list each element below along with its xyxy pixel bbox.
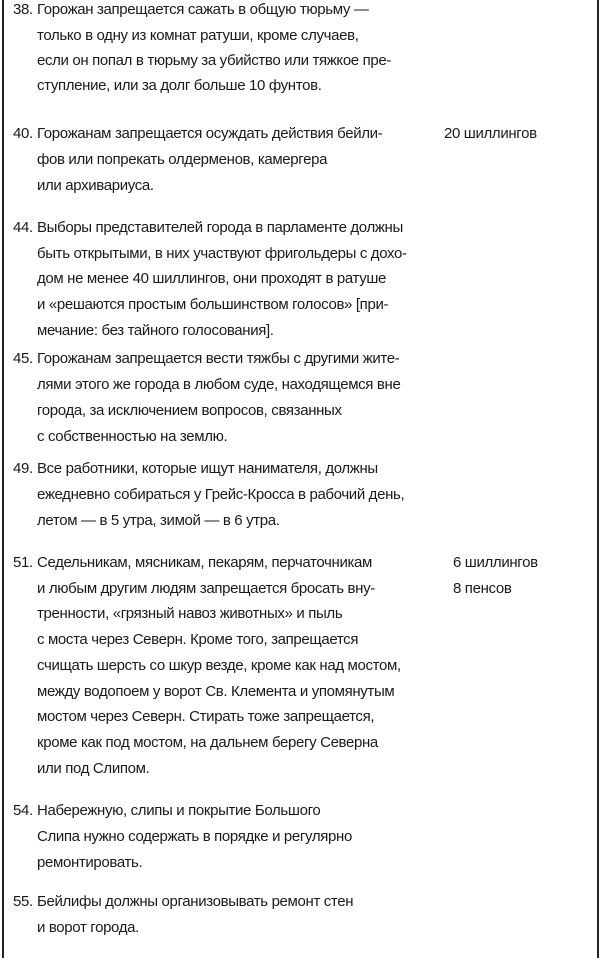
item-text-line: Выборы представителей города в парламенте должны: [37, 219, 403, 236]
item-text-line: лями этого же города в любом суде, находящемся вне: [37, 376, 401, 393]
item-text-line: или архивариуса.: [37, 177, 154, 194]
item-number: 51.: [13, 554, 33, 571]
item-text-line: Горожан запрещается сажать в общую тюрьму —: [37, 1, 369, 18]
item-number: 55.: [13, 893, 33, 910]
item-text-line: ступление, или за долг больше 10 фунтов.: [37, 77, 322, 94]
item-text-line: летом — в 5 утра, зимой — в 6 утра.: [37, 512, 280, 529]
item-text-line: с моста через Северн. Кроме того, запрещается: [37, 631, 359, 648]
item-text-line: и ворот города.: [37, 919, 139, 936]
item-number: 44.: [13, 219, 33, 236]
item-text-line: дом не менее 40 шиллингов, они проходят в ратуше: [37, 270, 387, 287]
page-border-left: [2, 0, 4, 958]
item-text-line: и любым другим людям запрещается бросать вну-: [37, 580, 375, 597]
item-number: 40.: [13, 125, 33, 142]
item-text-line: Седельникам, мясникам, пекарям, перчаточникам: [37, 554, 372, 571]
item-text-line: Слипа нужно содержать в порядке и регулярно: [37, 828, 352, 845]
item-text-line: с собственностью на землю.: [37, 428, 228, 445]
item-text-line: города, за исключением вопросов, связанных: [37, 402, 342, 419]
item-number: 38.: [13, 1, 33, 18]
item-text-line: Горожанам запрещается осуждать действия бейли-: [37, 125, 383, 142]
fine-amount: 20 шиллингов: [444, 125, 537, 142]
item-text-line: Горожанам запрещается вести тяжбы с другими жите-: [37, 350, 400, 367]
item-text-line: тренности, «грязный навоз животных» и пыль: [37, 605, 343, 622]
item-text-line: мечание: без тайного голосования].: [37, 322, 274, 339]
item-text-line: мостом через Северн. Стирать тоже запрещается,: [37, 708, 375, 725]
item-number: 45.: [13, 350, 33, 367]
page-border-right: [597, 0, 599, 958]
item-text-line: фов или попрекать олдерменов, камергера: [37, 151, 328, 168]
item-text-line: ежедневно собираться у Грейс-Кросса в рабочий день,: [37, 486, 405, 503]
item-text-line: ремонтировать.: [37, 854, 143, 871]
fine-amount: 6 шиллингов: [453, 554, 538, 571]
fine-amount: 8 пенсов: [453, 580, 512, 597]
item-text-line: если он попал в тюрьму за убийство или тяжкое пре-: [37, 52, 392, 69]
item-number: 54.: [13, 802, 33, 819]
item-text-line: Все работники, которые ищут нанимателя, должны: [37, 460, 378, 477]
item-text-line: кроме как под мостом, на дальнем берегу Северна: [37, 734, 378, 751]
item-text-line: счищать шерсть со шкур везде, кроме как над мостом,: [37, 657, 401, 674]
item-text-line: или под Слипом.: [37, 760, 150, 777]
item-text-line: Набережную, слипы и покрытие Большого: [37, 802, 321, 819]
item-text-line: только в одну из комнат ратуши, кроме случаев,: [37, 27, 359, 44]
item-text-line: между водопоем у ворот Св. Клемента и упомянутым: [37, 683, 395, 700]
item-text-line: быть открытыми, в них участвуют фригольдеры с дохо-: [37, 245, 407, 262]
item-text-line: Бейлифы должны организовывать ремонт стен: [37, 893, 354, 910]
item-number: 49.: [13, 460, 33, 477]
item-text-line: и «решаются простым большинством голосов» [при-: [37, 296, 389, 313]
